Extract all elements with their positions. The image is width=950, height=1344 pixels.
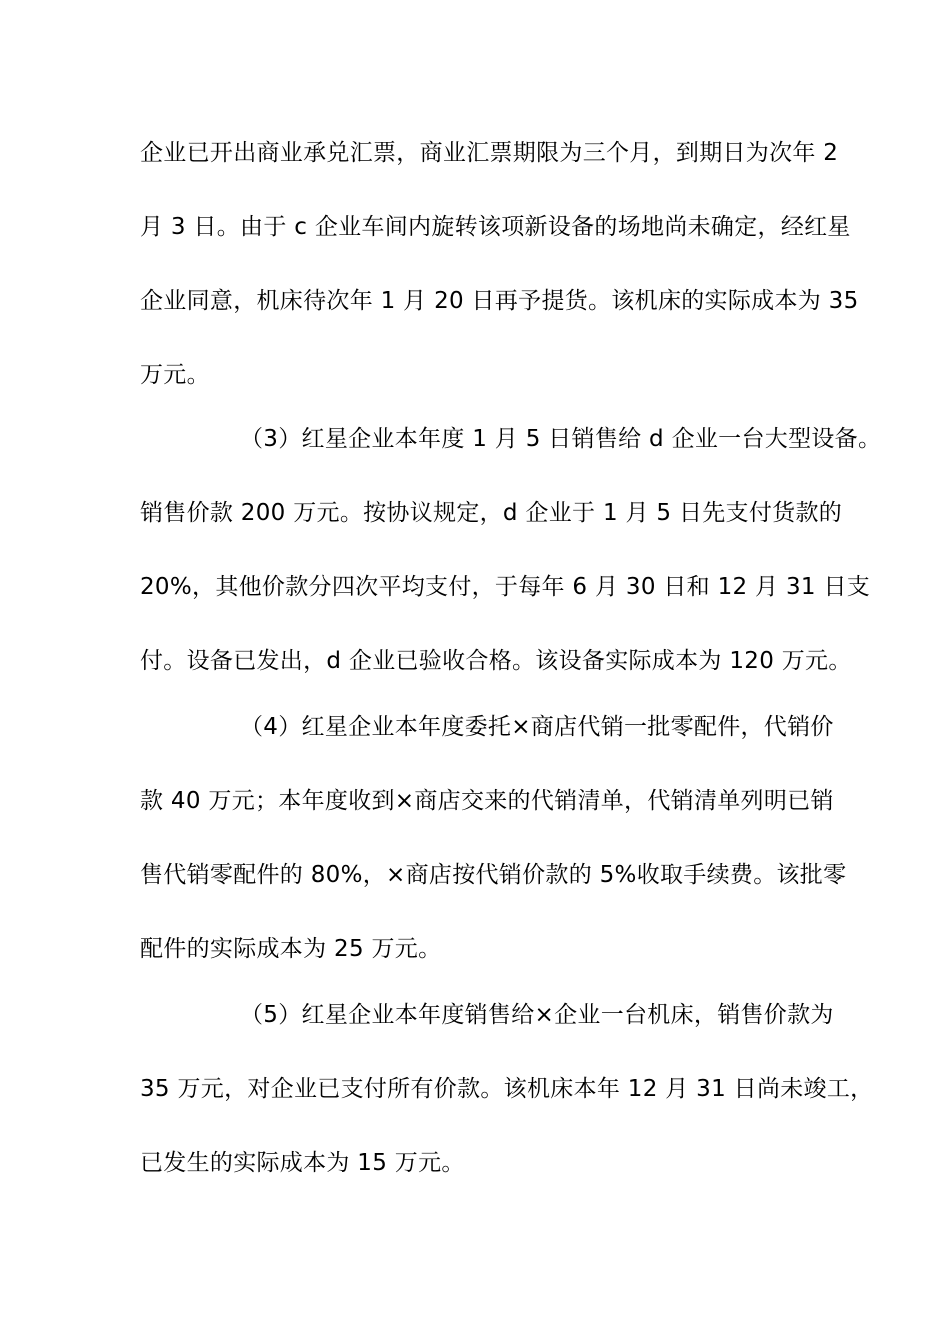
text-line: 企业已开出商业承兑汇票，商业汇票期限为三个月，到期日为次年 2 (140, 140, 839, 166)
text-line: 20%，其他价款分四次平均支付，于每年 6 月 30 日和 12 月 31 日支 (140, 574, 871, 600)
text-line: 售代销零配件的 80%，×商店按代销价款的 5%收取手续费。该批零 (140, 862, 847, 888)
paragraph-4-start: （4）红星企业本年度委托×商店代销一批零配件，代销价 (240, 714, 834, 740)
text-line: 销售价款 200 万元。按协议规定，d 企业于 1 月 5 日先支付货款的 (140, 500, 843, 526)
text-line: 已发生的实际成本为 15 万元。 (140, 1150, 465, 1176)
text-line: 配件的实际成本为 25 万元。 (140, 936, 442, 962)
paragraph-3-start: （3）红星企业本年度 1 月 5 日销售给 d 企业一台大型设备。 (240, 426, 882, 452)
text-line: 企业同意，机床待次年 1 月 20 日再予提货。该机床的实际成本为 35 (140, 288, 859, 314)
text-line: 35 万元，对企业已支付所有价款。该机床本年 12 月 31 日尚未竣工， (140, 1076, 874, 1102)
text-line: 月 3 日。由于 c 企业车间内旋转该项新设备的场地尚未确定，经红星 (140, 214, 851, 240)
text-line: 付。设备已发出，d 企业已验收合格。该设备实际成本为 120 万元。 (140, 648, 852, 674)
text-line: 款 40 万元；本年度收到×商店交来的代销清单，代销清单列明已销 (140, 788, 834, 814)
text-line: 万元。 (140, 362, 210, 388)
paragraph-5-start: （5）红星企业本年度销售给×企业一台机床，销售价款为 (240, 1002, 834, 1028)
